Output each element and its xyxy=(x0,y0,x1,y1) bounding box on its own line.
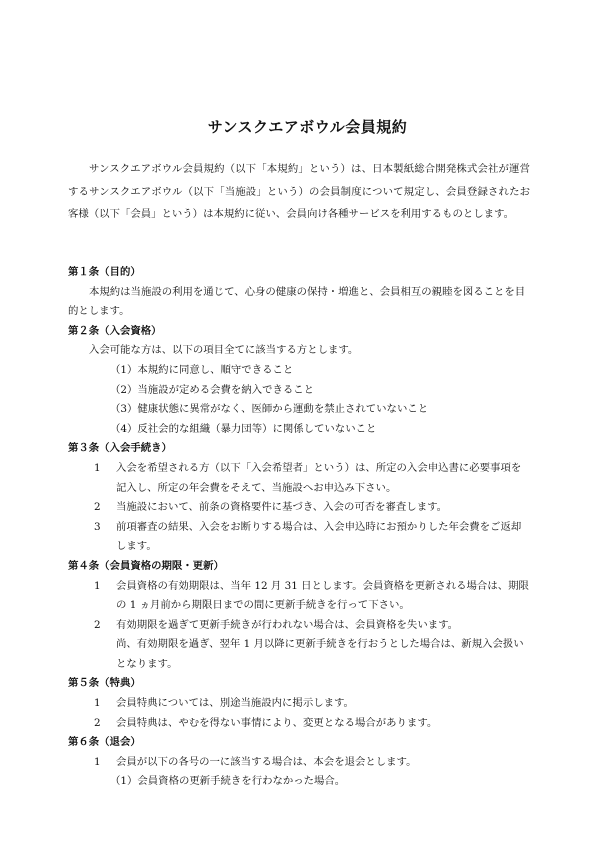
article-2-text: 入会可能な方は、以下の項目全てに該当する方とします。 xyxy=(89,344,359,357)
clause-number: 2 xyxy=(94,716,101,729)
article-2-item: （4）反社会的な組織（暴力団等）に関係していないこと xyxy=(110,422,377,435)
document-body xyxy=(68,263,530,792)
clause-number: 2 xyxy=(94,501,101,514)
clause-text: 会員特典については、別途当施設内に掲示します。 xyxy=(116,697,354,710)
article-4-heading: 第４条（会員資格の期限・更新） xyxy=(68,559,224,572)
article-6-clause xyxy=(80,753,530,773)
article-6-heading: 第６条（退会） xyxy=(68,736,141,749)
article-5-heading: 第５条（特典） xyxy=(68,677,141,690)
clause-number: 2 xyxy=(94,618,101,631)
clause-number: 1 xyxy=(94,579,101,592)
article-4-clause xyxy=(80,577,530,616)
article-2-item: （2）当施設が定める会費を納入できること xyxy=(110,383,315,396)
article-3-clause xyxy=(80,498,530,518)
article-4-note xyxy=(80,635,530,674)
clause-number: 1 xyxy=(94,461,101,474)
clause-number: 3 xyxy=(94,520,101,533)
clause-number: 1 xyxy=(94,755,101,768)
clause-number: 1 xyxy=(94,697,101,710)
document-title: サンスクエアボウル会員規約 xyxy=(207,118,408,136)
article-3-heading: 第３条（入会手続き） xyxy=(68,442,172,455)
article-4-clause xyxy=(80,616,530,636)
article-1-text: 本規約は当施設の利用を通じて、心身の健康の保持・増進と、会員相互の親睦を図ることを目的とします。 xyxy=(68,285,526,318)
article-2-item: （3）健康状態に異常がなく、医師から運動を禁止されていないこと xyxy=(110,403,429,416)
clause-text: 当施設において、前条の資格要件に基づき、入会の可否を審査します。 xyxy=(116,501,448,514)
article-3-clause xyxy=(80,459,530,498)
article-1-heading: 第１条（目的） xyxy=(68,266,141,278)
article-5-clause xyxy=(80,694,530,714)
note-text: 尚、有効期限を過ぎ、翌年 1 月以降に更新手続きを行おうとした場合は、新規入会扱いとなります。 xyxy=(116,638,524,670)
intro-paragraph: サンスクエアボウル会員規約（以下「本規約」という）は、日本製紙総合開発株式会社が運営するサンスクエアボウル（以下「当施設」という）の会員制度について規定し、会員登録されたお客様（以下「会員」という）は本規約に従い、会員向け各種サービスを利用するものとします。 xyxy=(68,163,530,220)
clause-text: 会員が以下の各号の一に該当する場合は、本会を退会とします。 xyxy=(116,755,417,768)
article-2-item: （1）本規約に同意し、順守できること xyxy=(110,363,294,376)
article-2-heading: 第２条（入会資格） xyxy=(68,324,162,337)
article-3-clause xyxy=(80,518,530,557)
article-5-clause xyxy=(80,714,530,734)
clause-text: 有効期限を過ぎて更新手続きが行われない場合は、会員資格を失います。 xyxy=(116,618,459,631)
clause-text: 前項審査の結果、入会をお断りする場合は、入会申込時にお預かりした年会費をご返却します。 xyxy=(116,520,522,553)
clause-text: 会員資格の有効期限は、当年 12 月 31 日とします。会員資格を更新される場合は、期限の 1 ヵ月前から期限日までの間に更新手続きを行って下さい。 xyxy=(116,579,529,612)
clause-text: 会員特典は、やむを得ない事情により、変更となる場合があります。 xyxy=(116,716,438,729)
article-6-item: （1）会員資格の更新手続きを行わなかった場合。 xyxy=(110,775,346,788)
clause-text: 入会を希望される方（以下「入会希望者」という）は、所定の入会申込書に必要事項を記入し、所定の年会費をそえて、当施設へお申込み下さい。 xyxy=(116,461,522,494)
